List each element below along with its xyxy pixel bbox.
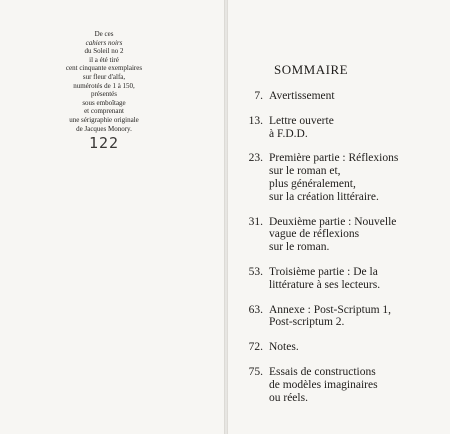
toc-entry [228, 366, 450, 404]
toc-entry-line: sur la création littéraire. [269, 190, 379, 203]
toc-entry-text [269, 341, 450, 354]
toc-entry-line: Essais de constructions [269, 365, 376, 378]
colophon-line: et comprenant [84, 107, 124, 116]
toc-entry-line: Deuxième partie : Nouvelle [269, 215, 397, 228]
toc-entry [228, 266, 450, 292]
toc-entry-text [269, 115, 450, 141]
colophon-line: cent cinquante exemplaires [65, 64, 143, 73]
table-of-contents [228, 90, 450, 416]
toc-entry-line: Post-scriptum 2. [269, 316, 345, 329]
toc-entry-text [269, 152, 450, 203]
colophon-line: sous emboîtage [82, 98, 126, 107]
toc-entry [228, 304, 450, 330]
toc-page-number: 63. [248, 303, 263, 316]
toc-entry [228, 115, 450, 141]
colophon-line: du Soleil no 2 [84, 47, 124, 56]
toc-page-number: 7. [254, 90, 263, 102]
toc-entry [228, 341, 450, 354]
toc-entry-text [269, 216, 450, 254]
toc-page-number: 72. [248, 341, 263, 354]
toc-entry [228, 216, 450, 254]
toc-entry-line: vague de réflexions [269, 228, 360, 241]
colophon-line: il a été tiré [89, 55, 119, 64]
toc-entry-line: littérature à ses lecteurs. [269, 278, 381, 291]
toc-page-number: 53. [248, 265, 263, 278]
toc-entry [228, 90, 450, 103]
toc-entry [228, 152, 450, 203]
colophon-line: présentés [90, 90, 118, 99]
toc-entry-line: Lettre ouverte [269, 114, 334, 127]
colophon [36, 30, 172, 153]
toc-title: SOMMAIRE [274, 62, 349, 77]
colophon-line: De ces [94, 30, 114, 38]
toc-entry-text [269, 304, 450, 330]
colophon-line: sur fleur d'alfa, [82, 72, 126, 81]
toc-entry-text [269, 366, 450, 404]
toc-entry-line: Avertissement [269, 90, 335, 102]
toc-entry-line: de modèles imaginaires [269, 378, 378, 391]
colophon-line: de Jacques Monory. [76, 124, 132, 133]
toc-page-number: 31. [248, 215, 263, 228]
toc-entry-line: Troisième partie : De la [269, 265, 378, 278]
toc-entry-text [269, 266, 450, 292]
toc-entry-line: Annexe : Post-Scriptum 1, [269, 303, 392, 316]
toc-entry-line: sur le roman et, [269, 165, 341, 178]
toc-page-number: 23. [248, 152, 263, 165]
colophon-line: une sérigraphie originale [69, 115, 139, 124]
copy-number: 122 [88, 134, 120, 153]
colophon-line: numérotés de 1 à 150, [73, 81, 135, 90]
colophon-line: cahiers noirs [85, 38, 123, 47]
left-page [0, 0, 224, 434]
toc-entry-text [269, 90, 450, 103]
toc-entry-line: à F.D.D. [269, 127, 308, 140]
toc-page-number: 75. [248, 365, 263, 378]
toc-entry-line: plus généralement, [269, 177, 356, 190]
toc-entry-line: Notes. [269, 341, 299, 354]
right-page [228, 0, 450, 434]
toc-entry-line: Première partie : Réflexions [269, 152, 399, 165]
toc-entry-line: sur le roman. [269, 241, 330, 254]
toc-page-number: 13. [248, 114, 263, 127]
toc-entry-line: ou réels. [269, 391, 308, 404]
